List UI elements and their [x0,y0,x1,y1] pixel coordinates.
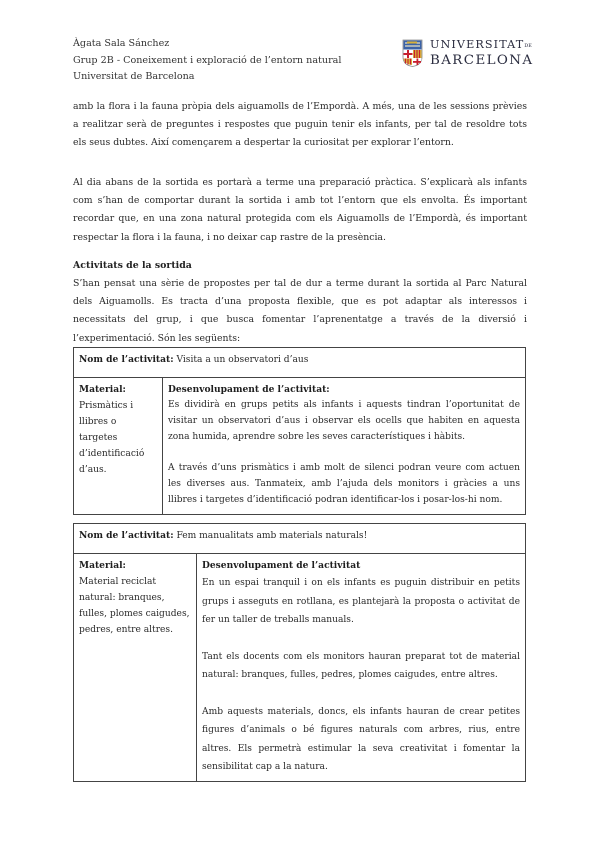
section-intro: S’han pensat una sèrie de propostes per tal de dur a terme durant la sortida al Parc Natural dels Aiguamolls. Es tracta d’una proposta flexible, que es pot adaptar als interessos i necessitats del grup, i que busca fomentar l’aprenentatge a través de la diversió i l’experimentació. Són les següents: [73,278,527,344]
activity-table [73,523,526,782]
body-paragraph: amb la flora i la fauna pròpia dels aiguamolls de l’Empordà. A més, una de les sessions prèvies a realitzar serà de preguntes i respostes que puguin tenir els infants, per tal de resoldre tots els seus dubtes. Així començarem a despertar la curiositat per explorar l’entorn. [73,101,527,149]
group-name: Grup 2B - Coneixement i exploració de l’entorn natural [73,54,342,66]
university-logo [402,38,540,72]
activity-table [73,347,526,515]
activity-details-row [74,554,526,782]
activity-details-row [74,378,526,515]
section-heading: Activitats de la sortida [73,260,192,271]
university-shield-icon [402,39,423,67]
page-header [73,36,341,86]
material-label: Material: [79,560,126,571]
activity-name: Visita a un observatori d’aus [173,355,309,365]
development-cell [197,554,526,782]
activity-name-label: Nom de l’activitat: [79,354,174,365]
development-paragraph: En un espai tranquil i on els infants es puguin distribuir en petits grups i asseguts en rotllana, es plantejarà la proposta o activitat de fer un taller de treballs manuals. [202,578,520,625]
logo-wordmark [430,38,533,68]
material-cell [74,554,197,782]
logo-line-1-suffix: DE [524,43,532,49]
activity-name-row [74,524,526,554]
material-label: Material: [79,384,126,395]
activity-name-label: Nom de l’activitat: [79,530,174,541]
development-paragraph: Amb aquests materials, doncs, els infants hauran de crear petites figures d’animals o bé figures naturals com arbres, rius, entre altres. Els permetrà estimular la seva creativitat i fomentar la sensibilitat cap a la natura. [202,706,520,772]
development-paragraph: A través d’uns prismàtics i amb molt de silenci podran veure com actuen les diverses aus. Tanmateix, amb l’ajuda dels monitors i gràcies a uns llibres i targetes d’identificació podran identificar-los i posar-los-hi nom. [168,463,520,505]
development-paragraph: Tant els docents com els monitors hauran preparat tot de material natural: branques, fulles, pedres, plomes caigudes, entre altres. [202,651,520,680]
activity-name-row [74,348,526,378]
material-text: Material reciclat natural: branques, fulles, plomes caigudes, pedres, entre altres. [79,577,190,635]
development-label: Desenvolupament de l’activitat: [168,384,330,395]
material-text: Prismàtics i llibres o targetes d’identificació d’aus. [79,401,145,475]
body-paragraph: Al dia abans de la sortida es portarà a terme una preparació pràctica. S’explicarà als infants com s’han de comportar durant la sortida i amb tot l’entorn que els envolta. És important recordar que, en una zona natural protegida com els Aiguamolls de l’Empordà, és important respectar la flora i la fauna, i no deixar cap rastre de la presència. [73,177,527,243]
author-name: Àgata Sala Sánchez [73,38,170,49]
development-cell [163,378,526,515]
material-cell [74,378,163,515]
development-paragraph: Es dividirà en grups petits als infants i aquests tindran l’oportunitat de visitar un observatori d’aus i observar els ocells que habiten en aquesta zona humida, aprendre sobre les seves característiques i hàbits. [168,400,520,442]
development-label: Desenvolupament de l’activitat [202,560,361,571]
logo-line-2: BARCELONA [430,53,534,68]
activity-name: Fem manualitats amb materials naturals! [173,531,368,541]
logo-line-1: UNIVERSITAT [430,38,525,51]
university-name: Universitat de Barcelona [73,71,195,82]
